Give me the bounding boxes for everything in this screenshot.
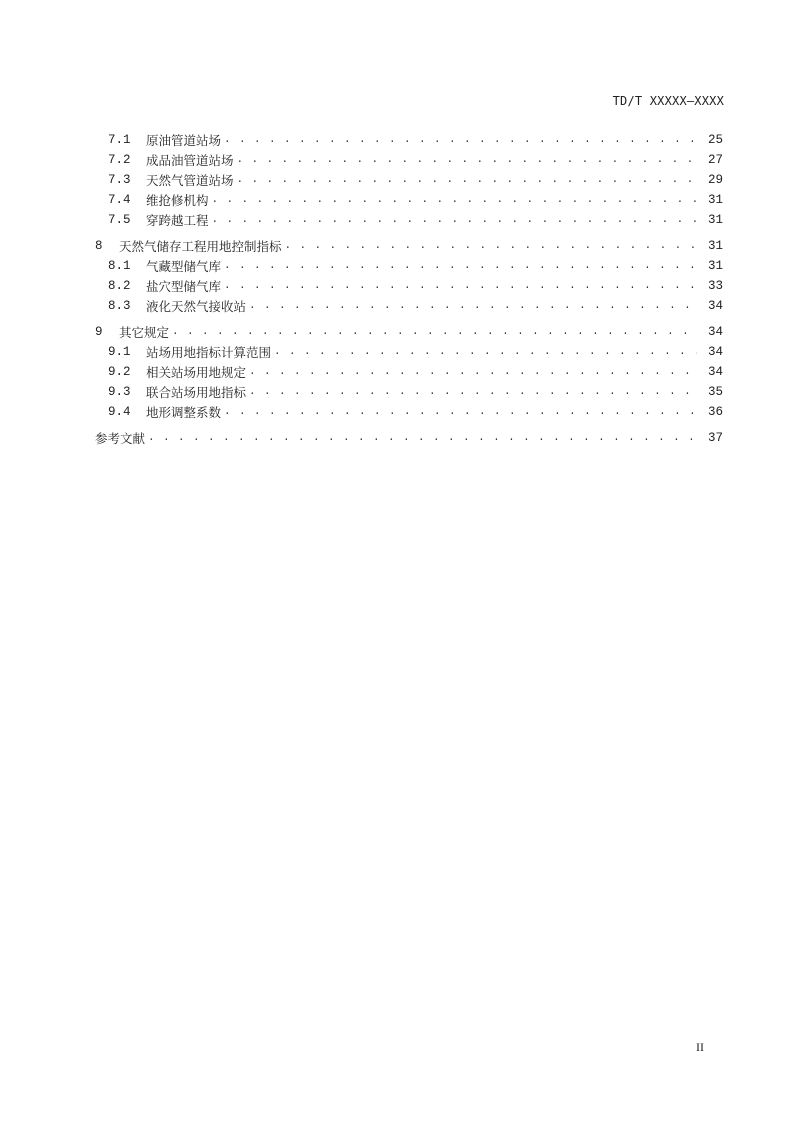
dot-leader xyxy=(224,134,697,146)
toc-entry-title: 天然气储存工程用地控制指标 xyxy=(119,239,282,254)
toc-entry-number: 7.3 xyxy=(108,173,131,187)
dot-leader xyxy=(224,280,697,292)
toc-entry[interactable] xyxy=(95,342,723,362)
table-of-contents xyxy=(95,130,723,448)
dot-leader xyxy=(249,366,697,378)
toc-entry-title: 站场用地指标计算范围 xyxy=(146,345,272,360)
toc-entry[interactable] xyxy=(95,130,723,150)
toc-entry[interactable] xyxy=(95,150,723,170)
toc-entry-number: 7.1 xyxy=(108,133,131,147)
toc-entry[interactable] xyxy=(95,402,723,422)
toc-entry-page: 25 xyxy=(707,133,723,147)
toc-entry-title: 联合站场用地指标 xyxy=(146,385,247,400)
toc-entry-page: 31 xyxy=(707,213,723,227)
toc-entry-title: 成品油管道站场 xyxy=(146,153,234,168)
toc-entry-page: 29 xyxy=(707,173,723,187)
document-code-header: TD/T XXXXX—XXXX xyxy=(612,94,724,108)
toc-entry-number: 7.5 xyxy=(108,213,131,227)
page-number: II xyxy=(696,1040,704,1054)
dot-leader xyxy=(224,260,697,272)
toc-entry-page: 27 xyxy=(707,153,723,167)
toc-entry-title: 相关站场用地规定 xyxy=(146,365,247,380)
toc-entry-page: 36 xyxy=(707,405,723,419)
toc-entry-title: 原油管道站场 xyxy=(146,133,222,148)
dot-leader xyxy=(212,214,697,226)
toc-entry-number: 9.2 xyxy=(108,365,131,379)
toc-entry-number: 9.3 xyxy=(108,385,131,399)
toc-entry-page: 33 xyxy=(707,279,723,293)
toc-entry-number: 9.1 xyxy=(108,345,131,359)
toc-entry-page: 34 xyxy=(707,345,723,359)
toc-entry-number: 9 xyxy=(95,325,103,339)
dot-leader xyxy=(249,300,697,312)
toc-entry[interactable] xyxy=(95,322,723,342)
toc-entry-page: 35 xyxy=(707,385,723,399)
toc-entry[interactable] xyxy=(95,276,723,296)
toc-entry-title: 液化天然气接收站 xyxy=(146,299,247,314)
toc-entry-number: 8.1 xyxy=(108,259,131,273)
toc-entry-title: 参考文献 xyxy=(95,431,146,446)
dot-leader xyxy=(172,326,697,338)
toc-entry-title: 盐穴型储气库 xyxy=(146,279,222,294)
dot-leader xyxy=(237,174,697,186)
toc-entry-page: 31 xyxy=(707,259,723,273)
dot-leader xyxy=(285,240,697,252)
toc-entry-title: 其它规定 xyxy=(119,325,170,340)
toc-entry-page: 34 xyxy=(707,325,723,339)
toc-entry-title: 气藏型储气库 xyxy=(146,259,222,274)
toc-entry[interactable] xyxy=(95,190,723,210)
toc-entry-number: 8.2 xyxy=(108,279,131,293)
dot-leader xyxy=(249,386,697,398)
toc-entry[interactable] xyxy=(95,236,723,256)
toc-entry-number: 8 xyxy=(95,239,103,253)
toc-entry-page: 34 xyxy=(707,299,723,313)
dot-leader xyxy=(148,432,697,444)
toc-entry-title: 天然气管道站场 xyxy=(146,173,234,188)
toc-entry[interactable] xyxy=(95,210,723,230)
toc-entry[interactable] xyxy=(95,256,723,276)
toc-entry-page: 31 xyxy=(707,239,723,253)
toc-entry-number: 9.4 xyxy=(108,405,131,419)
toc-entry-title: 维抢修机构 xyxy=(146,193,209,208)
toc-entry-number: 7.4 xyxy=(108,193,131,207)
toc-entry[interactable] xyxy=(95,362,723,382)
dot-leader xyxy=(274,346,697,358)
toc-entry[interactable] xyxy=(95,428,723,448)
toc-entry[interactable] xyxy=(95,382,723,402)
dot-leader xyxy=(237,154,697,166)
toc-entry-page: 34 xyxy=(707,365,723,379)
toc-entry[interactable] xyxy=(95,170,723,190)
toc-entry-title: 穿跨越工程 xyxy=(146,213,209,228)
toc-entry-page: 31 xyxy=(707,193,723,207)
dot-leader xyxy=(212,194,697,206)
toc-entry-page: 37 xyxy=(707,431,723,445)
toc-entry-number: 7.2 xyxy=(108,153,131,167)
toc-entry[interactable] xyxy=(95,296,723,316)
dot-leader xyxy=(224,406,697,418)
toc-entry-title: 地形调整系数 xyxy=(146,405,222,420)
toc-entry-number: 8.3 xyxy=(108,299,131,313)
